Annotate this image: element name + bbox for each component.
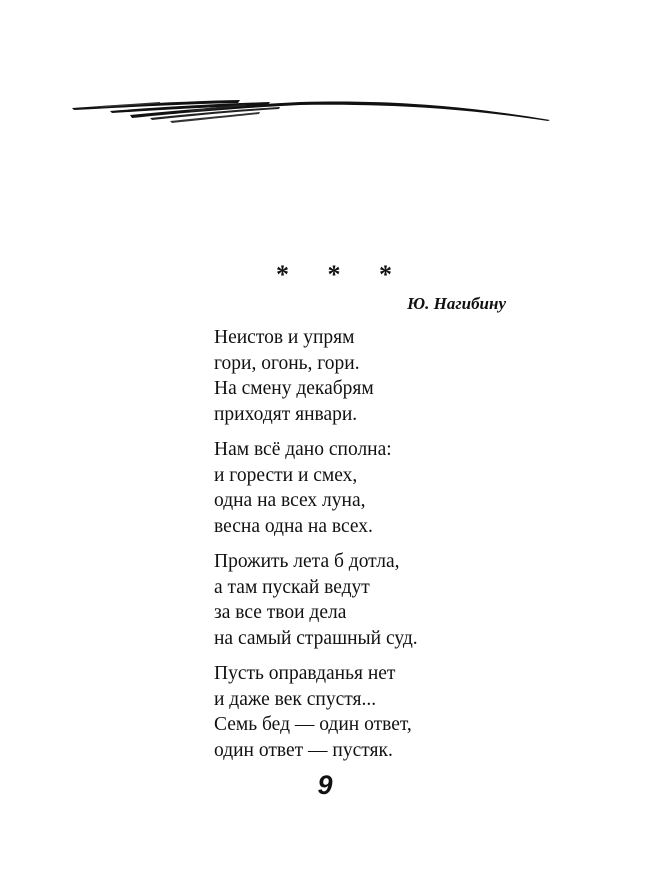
poem-line: один ответ — пустяк. bbox=[214, 739, 393, 761]
poem-line: гори, огонь, гори. bbox=[214, 352, 360, 374]
stanza bbox=[214, 325, 544, 427]
stanza bbox=[214, 549, 544, 651]
poem-line: Неистов и упрям bbox=[214, 327, 355, 348]
poem-line: одна на всех луна, bbox=[214, 490, 366, 511]
poem-line: Пусть оправданья нет bbox=[214, 663, 396, 684]
poem-line: весна одна на всех. bbox=[214, 515, 373, 537]
poem-line: и даже век спустя... bbox=[214, 688, 377, 710]
section-separator: * * * bbox=[276, 260, 408, 289]
poem-line: и горести и смех, bbox=[214, 464, 358, 486]
poem-line: приходят январи. bbox=[214, 403, 358, 425]
poem-line: на самый страшный суд. bbox=[214, 627, 418, 649]
poem-line: На смену декабрям bbox=[214, 378, 374, 399]
poem-line: Нам всё дано сполна: bbox=[214, 439, 392, 460]
dedication: Ю. Нагибину bbox=[407, 294, 506, 313]
poem-line: Прожить лета б дотла, bbox=[214, 551, 400, 572]
brush-stroke-decoration bbox=[70, 90, 555, 130]
poem-line: за все твои дела bbox=[214, 602, 347, 623]
poem-line: Семь бед — один ответ, bbox=[214, 714, 412, 735]
stanza bbox=[214, 437, 544, 539]
page-number: 9 bbox=[317, 770, 333, 800]
stanza bbox=[214, 661, 544, 763]
poem bbox=[214, 325, 544, 773]
poem-line: а там пускай ведут bbox=[214, 576, 370, 598]
